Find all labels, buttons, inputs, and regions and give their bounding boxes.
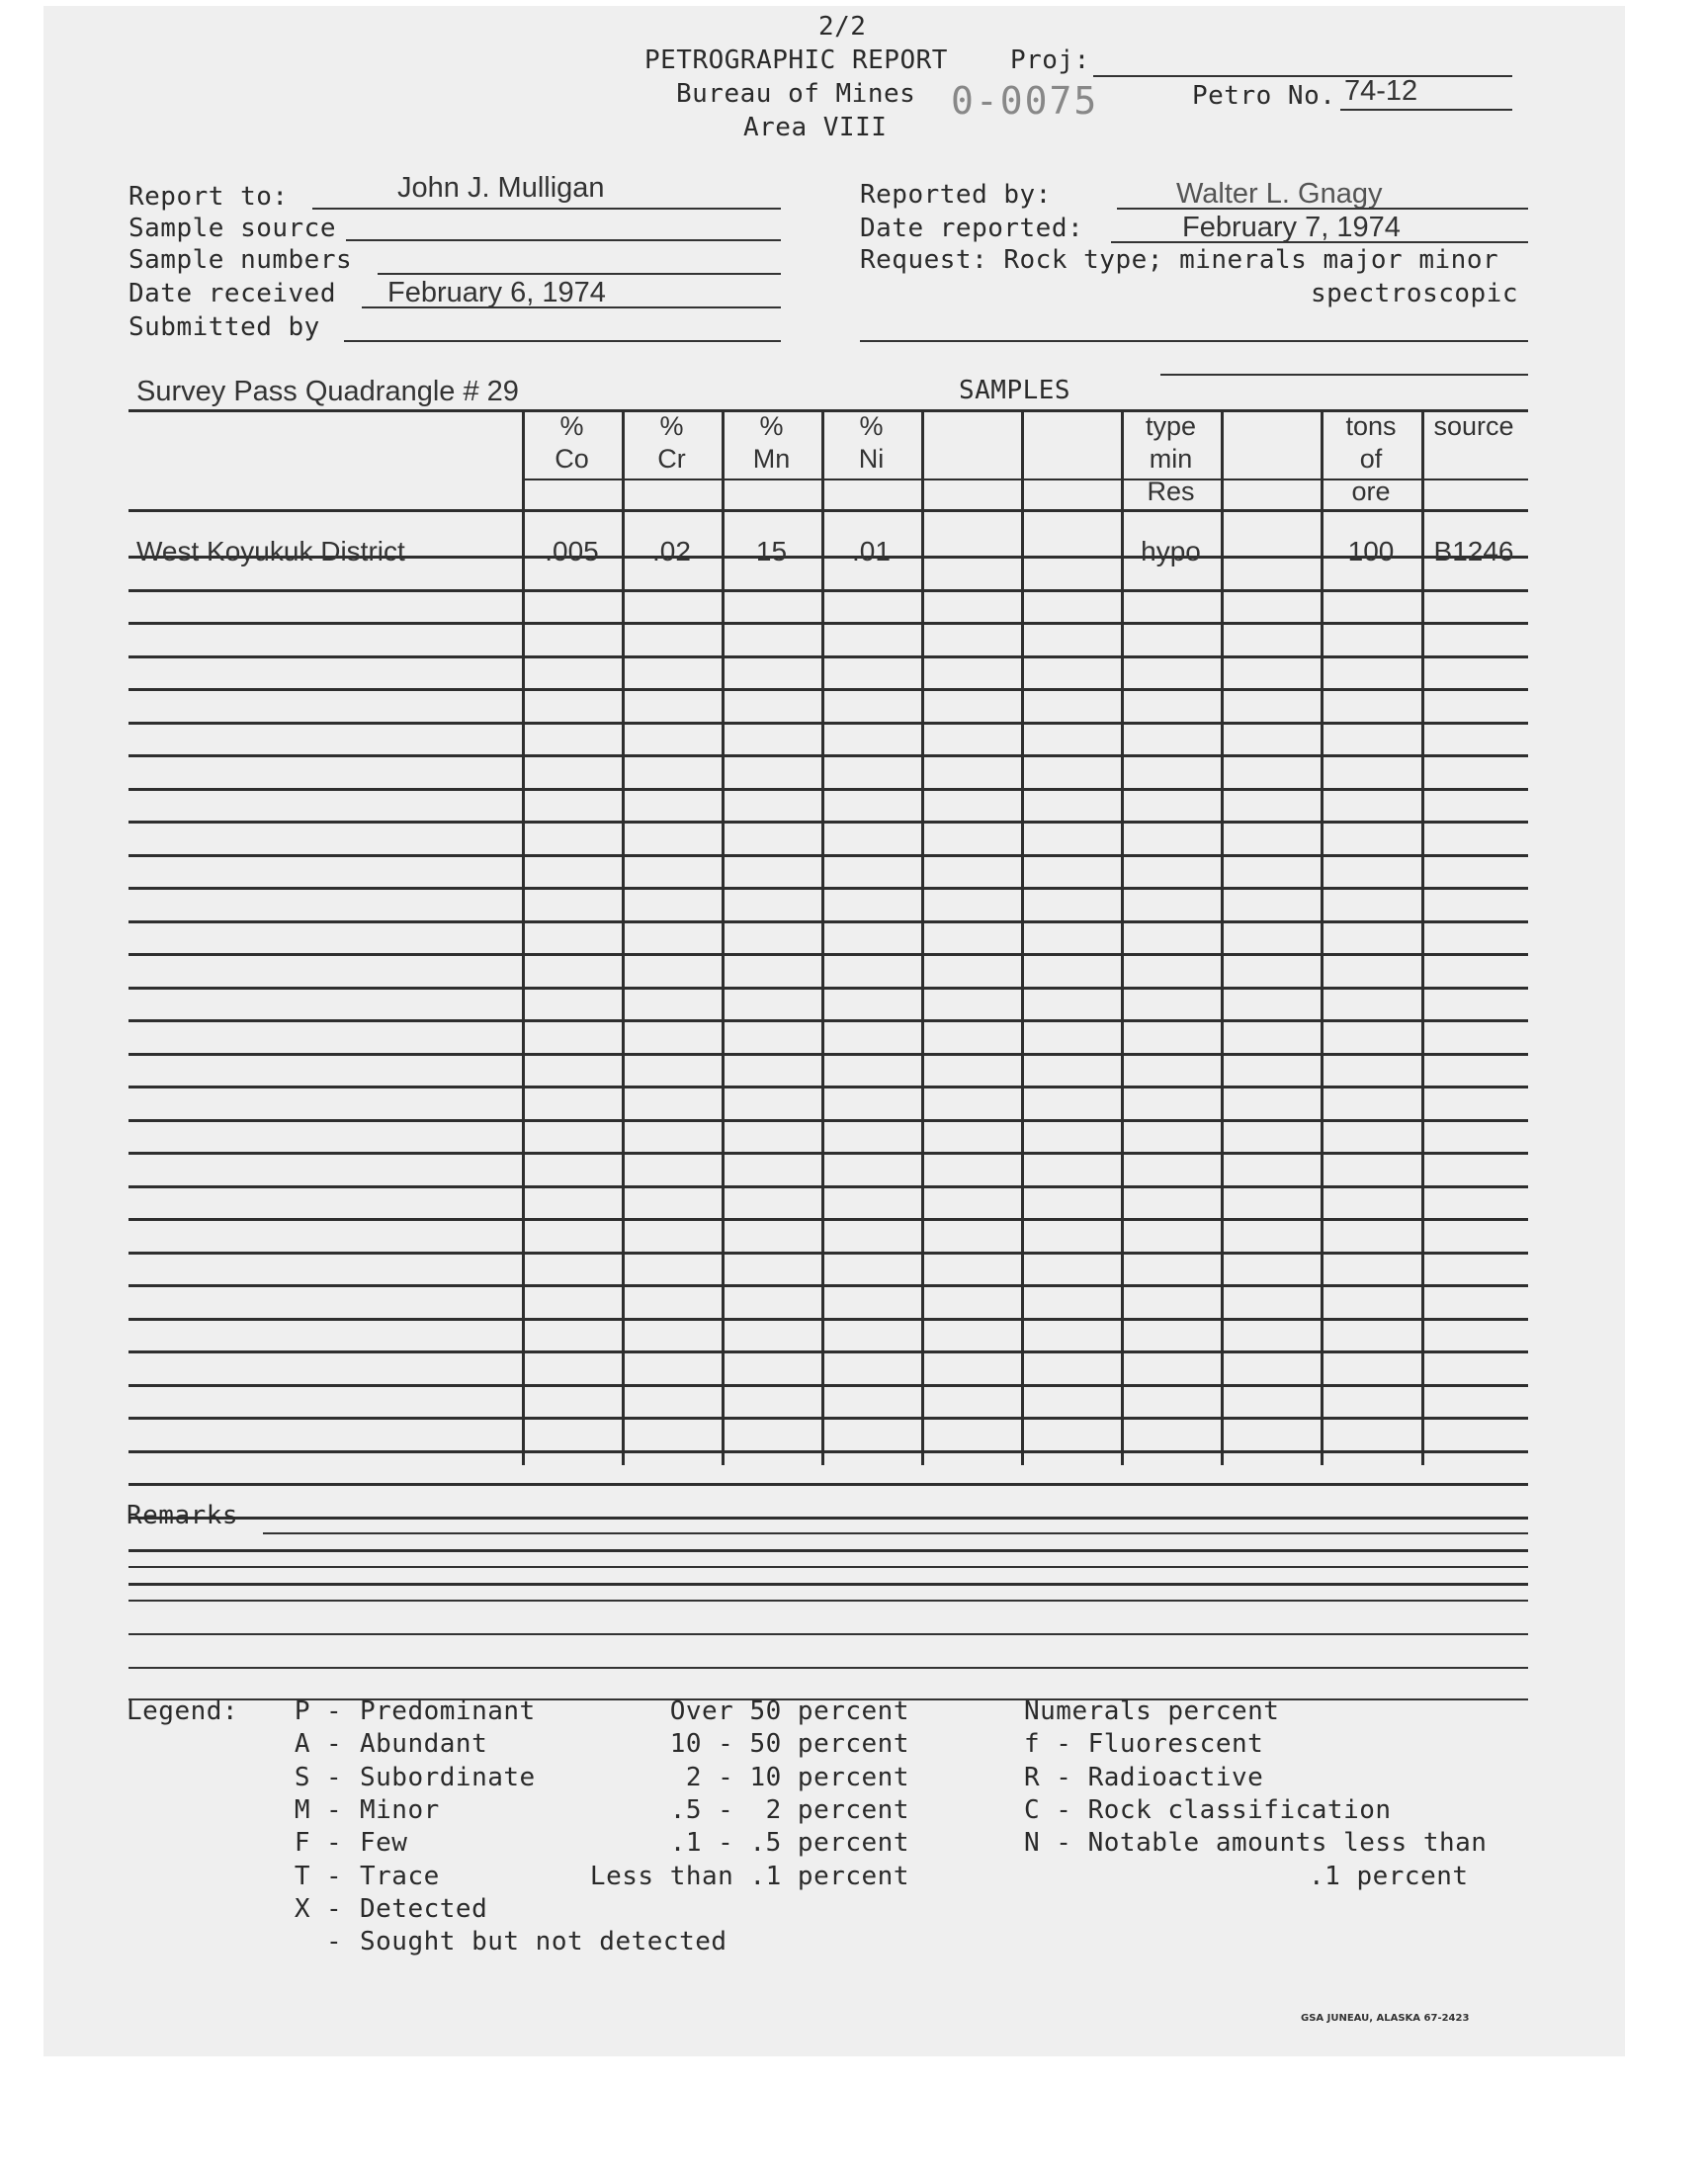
table-row-rule xyxy=(128,1152,1528,1155)
legend-desc: Minor xyxy=(360,1794,440,1825)
request-line1: Request: Rock type; minerals major minor xyxy=(860,245,1499,275)
table-row-rule xyxy=(128,1549,1528,1552)
reported-by-label: Reported by: xyxy=(860,180,1052,210)
legend-note: .1 percent xyxy=(1309,1861,1469,1891)
column-divider xyxy=(821,409,824,1465)
table-row-rule xyxy=(128,1450,1528,1453)
table-row-rule xyxy=(128,854,1528,857)
table-row-rule xyxy=(128,655,1528,658)
header-bottom-rule xyxy=(128,509,1528,512)
column-header-top: source xyxy=(1433,411,1514,441)
column-header-bottom: Mn xyxy=(752,444,791,474)
column-header-bottom: Ni xyxy=(858,444,885,474)
column-divider xyxy=(722,409,725,1465)
column-divider xyxy=(522,409,525,1465)
reported-by-underline xyxy=(1117,208,1528,210)
remarks-line xyxy=(128,1633,1528,1635)
column-header-third: Res xyxy=(1147,477,1195,506)
column-divider xyxy=(921,409,924,1465)
sample-source-underline xyxy=(346,239,781,241)
request-underline-2 xyxy=(1160,374,1528,376)
legend-desc: Few xyxy=(360,1828,408,1859)
page-number: 2/2 xyxy=(818,12,867,42)
legend-code: M xyxy=(294,1794,311,1825)
date-received-value: February 6, 1974 xyxy=(387,277,606,308)
table-row-rule xyxy=(128,1350,1528,1353)
column-header-bottom: Cr xyxy=(657,444,686,474)
petro-underline xyxy=(1340,109,1512,111)
table-row-rule xyxy=(128,622,1528,625)
table-row-rule xyxy=(128,1119,1528,1122)
table-row-rule xyxy=(128,589,1528,592)
table-row-rule xyxy=(128,920,1528,923)
legend-range: 10 - 50 percent xyxy=(669,1729,909,1760)
table-row-rule xyxy=(128,1053,1528,1056)
column-divider xyxy=(1421,409,1424,1465)
petro-value: 74-12 xyxy=(1344,75,1418,107)
table-cell: 100 xyxy=(1347,536,1395,566)
legend-desc: Subordinate xyxy=(360,1762,536,1792)
quadrangle-label: Survey Pass Quadrangle # 29 xyxy=(136,376,519,407)
column-divider xyxy=(1321,409,1324,1465)
samples-label: SAMPLES xyxy=(959,376,1071,405)
legend-range: .1 - .5 percent xyxy=(669,1828,909,1859)
table-row-rule xyxy=(128,722,1528,725)
request-underline-1 xyxy=(860,340,1528,342)
column-divider xyxy=(1021,409,1024,1465)
date-received-underline xyxy=(362,306,781,308)
proj-label: Proj: xyxy=(1010,45,1090,75)
proj-underline xyxy=(1093,75,1512,77)
legend-desc: Trace xyxy=(360,1861,440,1891)
request-line2: spectroscopic xyxy=(1311,279,1518,308)
legend-desc: Abundant xyxy=(360,1729,488,1760)
legend-code: F xyxy=(294,1828,311,1859)
table-row-rule xyxy=(128,1417,1528,1420)
table-row-rule xyxy=(128,887,1528,890)
report-to-value: John J. Mulligan xyxy=(397,172,605,204)
legend-label: Legend: xyxy=(127,1696,239,1726)
column-header-third: ore xyxy=(1351,477,1391,506)
legend-note: f - Fluorescent xyxy=(1024,1729,1264,1760)
legend-code: S xyxy=(294,1762,311,1792)
column-header-bottom: min xyxy=(1149,444,1193,474)
submitted-by-label: Submitted by xyxy=(128,312,320,342)
petro-label: Petro No. xyxy=(1192,81,1336,111)
report-title: PETROGRAPHIC REPORT xyxy=(644,45,948,75)
footer-print: GSA JUNEAU, ALASKA 67-2423 xyxy=(1301,2013,1470,2024)
table-cell: .01 xyxy=(852,536,891,566)
table-row-name: West Koyukuk District xyxy=(136,536,405,566)
legend-note: N - Notable amounts less than xyxy=(1024,1828,1488,1859)
legend-desc: Detected xyxy=(360,1893,488,1924)
legend-note: C - Rock classification xyxy=(1024,1794,1392,1825)
legend-note: Numerals percent xyxy=(1024,1696,1280,1726)
table-row-rule xyxy=(128,1483,1528,1486)
report-to-label: Report to: xyxy=(128,182,289,212)
table-row-rule xyxy=(128,1517,1528,1520)
legend-desc: Predominant xyxy=(360,1696,536,1726)
legend-code: A xyxy=(294,1729,311,1760)
date-reported-label: Date reported: xyxy=(860,214,1084,243)
remarks-line xyxy=(263,1532,1528,1534)
sample-numbers-underline xyxy=(378,273,781,275)
table-row-rule xyxy=(128,1318,1528,1321)
legend-desc: Sought but not detected xyxy=(360,1927,727,1958)
table-row-rule xyxy=(128,788,1528,791)
column-header-top: tons xyxy=(1345,411,1397,441)
table-row-rule xyxy=(128,1384,1528,1387)
legend-range: Less than .1 percent xyxy=(589,1861,909,1891)
column-header-top: % xyxy=(859,411,884,441)
date-reported-value: February 7, 1974 xyxy=(1182,212,1401,243)
table-row-rule xyxy=(128,688,1528,691)
legend-dash: - xyxy=(326,1927,343,1958)
stamp-number: 0-0075 xyxy=(951,79,1099,123)
table-cell: hypo xyxy=(1141,536,1201,566)
legend-dash: - xyxy=(326,1893,343,1924)
legend-note: R - Radioactive xyxy=(1024,1762,1264,1792)
column-divider xyxy=(1121,409,1124,1465)
reported-by-value: Walter L. Gnagy xyxy=(1176,178,1383,210)
legend-dash: - xyxy=(326,1729,343,1760)
table-row-rule xyxy=(128,987,1528,990)
legend-dash: - xyxy=(326,1696,343,1726)
column-header-top: type xyxy=(1145,411,1197,441)
legend-dash: - xyxy=(326,1861,343,1891)
remarks-label: Remarks xyxy=(127,1501,239,1530)
column-header-bottom: of xyxy=(1359,444,1383,474)
area-label: Area VIII xyxy=(743,113,888,142)
column-header-top: % xyxy=(659,411,684,441)
legend-code: P xyxy=(294,1696,311,1726)
remarks-line xyxy=(128,1566,1528,1568)
legend-code: X xyxy=(294,1893,311,1924)
table-cell: .005 xyxy=(545,536,599,566)
submitted-by-underline xyxy=(344,340,781,342)
table-cell: 15 xyxy=(755,536,788,566)
date-reported-underline xyxy=(1111,241,1528,243)
sample-numbers-label: Sample numbers xyxy=(128,245,353,275)
table-row-rule xyxy=(128,1252,1528,1255)
table-row-rule xyxy=(128,1019,1528,1022)
table-row-rule xyxy=(128,1185,1528,1188)
sample-source-label: Sample source xyxy=(128,214,336,243)
table-cell: .02 xyxy=(652,536,691,566)
legend-range: .5 - 2 percent xyxy=(669,1794,909,1825)
table-row-rule xyxy=(128,1583,1528,1586)
column-divider xyxy=(622,409,625,1465)
table-cell: B1246 xyxy=(1433,536,1514,566)
report-to-underline xyxy=(312,208,781,210)
table-row-rule xyxy=(128,754,1528,757)
table-row-rule xyxy=(128,1284,1528,1287)
table-row-rule xyxy=(128,953,1528,956)
remarks-line xyxy=(128,1600,1528,1602)
table-row-rule xyxy=(128,1086,1528,1088)
column-divider xyxy=(1221,409,1224,1465)
legend-range: Over 50 percent xyxy=(669,1696,909,1726)
date-received-label: Date received xyxy=(128,279,336,308)
legend-dash: - xyxy=(326,1828,343,1859)
column-header-top: % xyxy=(759,411,784,441)
legend-range: 2 - 10 percent xyxy=(685,1762,909,1792)
table-row-rule xyxy=(128,1218,1528,1221)
remarks-line xyxy=(128,1667,1528,1669)
column-header-top: % xyxy=(559,411,584,441)
table-row-rule xyxy=(128,821,1528,824)
legend-dash: - xyxy=(326,1762,343,1792)
legend-code: T xyxy=(294,1861,311,1891)
legend-dash: - xyxy=(326,1794,343,1825)
org-name: Bureau of Mines xyxy=(676,79,916,109)
column-header-bottom: Co xyxy=(555,444,589,474)
